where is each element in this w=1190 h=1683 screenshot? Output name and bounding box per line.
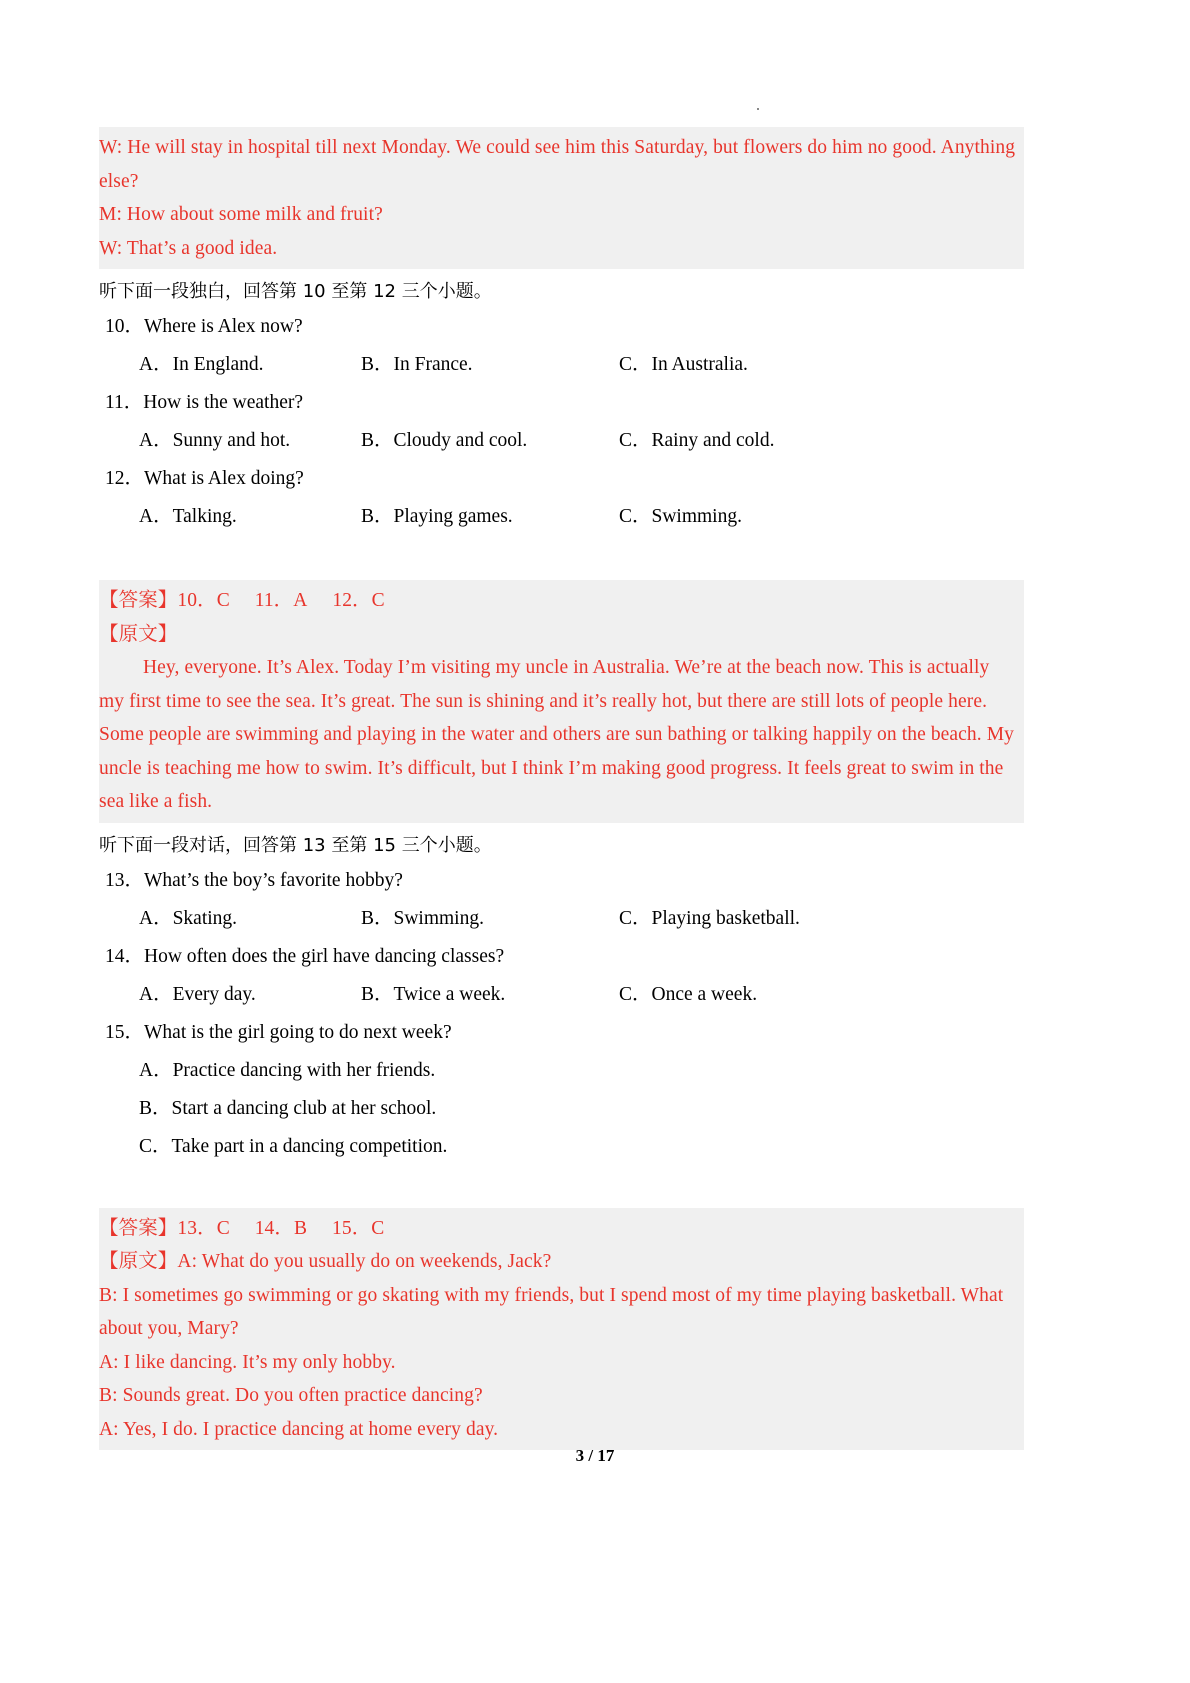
answer-item-13: 13．C	[177, 1217, 230, 1239]
question-text: What’s the boy’s favorite hobby?	[144, 869, 403, 891]
transcript-text: A: What do you usually do on weekends, Jack?	[177, 1251, 552, 1272]
answer-block-1	[99, 580, 1024, 823]
transcript-label: 【原文】	[99, 1251, 178, 1272]
page-footer: 3 / 17	[575, 1446, 615, 1465]
transcript-first-line	[99, 1245, 1024, 1279]
option-c[interactable]: C．In Australia.	[619, 354, 748, 375]
answer-block-2	[99, 1208, 1024, 1451]
question-number: 14．	[105, 945, 145, 967]
question-14-stem	[99, 938, 1024, 976]
option-c[interactable]: C．Once a week.	[619, 983, 758, 1005]
answer-item-12: 12．C	[332, 590, 385, 611]
page-content	[99, 0, 1024, 1450]
listening-direction-1: 听下面一段独白，回答第 10 至第 12 三个小题。	[99, 281, 492, 302]
option-b[interactable]: B．In France.	[361, 354, 473, 375]
question-11-stem	[99, 384, 1024, 422]
answer-label: 【答案】	[99, 590, 178, 611]
question-text: How often does the girl have dancing classes?	[144, 945, 505, 967]
transcript-label: 【原文】	[99, 623, 178, 645]
transcript-line: B: Sounds great. Do you often practice dancing?	[99, 1385, 483, 1406]
question-text: What is the girl going to do next week?	[144, 1021, 452, 1043]
answer-item-15: 15．C	[332, 1217, 385, 1239]
option-a[interactable]: A．Talking.	[139, 506, 237, 527]
transcript-line: Hey, everyone. It’s Alex. Today I’m visiting my uncle in Australia. We’re at the beach now. This is actually	[143, 657, 990, 678]
listening-direction-2: 听下面一段对话，回答第 13 至第 15 三个小题。	[99, 834, 492, 856]
option-a[interactable]: A．Practice dancing with her friends.	[139, 1059, 436, 1081]
transcript-line: A: I like dancing. It’s my only hobby.	[99, 1351, 396, 1373]
option-b[interactable]: B．Start a dancing club at her school.	[139, 1097, 437, 1119]
question-12-stem	[99, 460, 1024, 498]
transcript-line: about you, Mary?	[99, 1318, 239, 1339]
answer-line	[99, 1212, 1024, 1246]
option-c[interactable]: C．Swimming.	[619, 506, 742, 527]
option-b[interactable]: B．Twice a week.	[361, 983, 506, 1005]
transcript-line: Some people are swimming and playing in the water and others are sun bathing or talking happily on the beach. My	[99, 724, 1015, 745]
answer-item-11: 11．A	[254, 590, 308, 611]
question-10-options	[99, 346, 1024, 384]
transcript-line: uncle is teaching me how to swim. It’s difficult, but I think I’m making good progress. It feels great to swim in the	[99, 757, 1004, 779]
question-text: What is Alex doing?	[144, 468, 304, 489]
transcript-line: my first time to see the sea. It’s great. The sun is shining and it’s really hot, but there are still lots of people here.	[99, 690, 988, 712]
option-a[interactable]: A．Sunny and hot.	[139, 430, 291, 451]
question-text: Where is Alex now?	[144, 316, 303, 337]
answer-item-10: 10．C	[177, 590, 230, 611]
question-number: 11．	[105, 392, 144, 413]
transcript-line: A: Yes, I do. I practice dancing at home every day.	[99, 1418, 499, 1440]
question-13-options	[99, 900, 1024, 938]
option-c[interactable]: C．Playing basketball.	[619, 907, 800, 929]
transcript-line: B: I sometimes go swimming or go skating with my friends, but I spend most of my time playing basketball. What	[99, 1284, 1004, 1306]
question-number: 10．	[105, 316, 145, 337]
question-text: How is the weather?	[143, 392, 304, 413]
answer-line	[99, 584, 1024, 618]
answer-item-14: 14．B	[254, 1217, 308, 1239]
transcript-line: else?	[99, 170, 139, 192]
option-a[interactable]: A．Skating.	[139, 907, 238, 929]
transcript-line: W: He will stay in hospital till next Monday. We could see him this Saturday, but flowers do him no good. Anything	[99, 137, 1016, 158]
option-a[interactable]: A．Every day.	[139, 983, 256, 1005]
question-15-stem	[99, 1014, 1024, 1052]
transcript-block-1	[99, 127, 1024, 269]
question-number: 13．	[105, 869, 145, 891]
answer-label: 【答案】	[99, 1217, 178, 1239]
option-c[interactable]: C．Rainy and cold.	[619, 430, 775, 451]
question-12-options	[99, 498, 1024, 536]
question-number: 12．	[105, 468, 145, 489]
transcript-line: sea like a fish.	[99, 791, 213, 812]
question-11-options	[99, 422, 1024, 460]
option-b[interactable]: B．Swimming.	[361, 907, 484, 929]
option-b[interactable]: B．Cloudy and cool.	[361, 430, 528, 451]
option-c[interactable]: C．Take part in a dancing competition.	[139, 1135, 448, 1157]
option-b[interactable]: B．Playing games.	[361, 506, 513, 527]
question-15-options	[99, 1052, 1024, 1166]
transcript-line: M: How about some milk and fruit?	[99, 204, 383, 225]
question-14-options	[99, 976, 1024, 1014]
question-13-stem	[99, 862, 1024, 900]
question-10-stem	[99, 308, 1024, 346]
question-number: 15．	[105, 1021, 145, 1043]
option-a[interactable]: A．In England.	[139, 354, 264, 375]
transcript-line: W: That’s a good idea.	[99, 237, 278, 259]
